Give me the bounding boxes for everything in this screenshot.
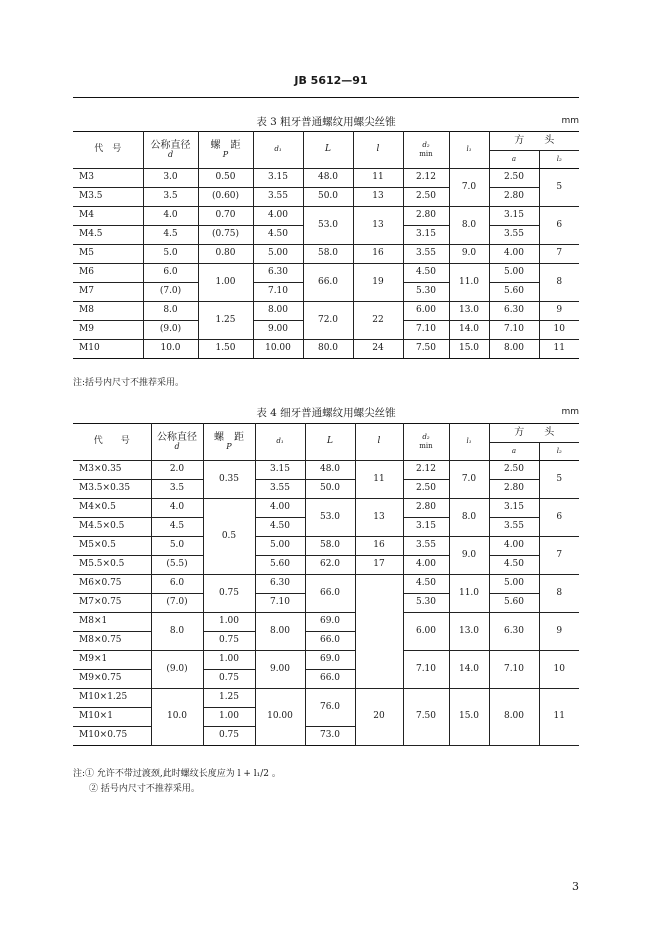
cell-l2: 11 (539, 340, 579, 359)
table4-note-1: 注:① 允许不带过渡颈,此时螺纹长度应为 l + l₁/2 。 (73, 769, 281, 779)
cell-d1: 3.15 (253, 169, 303, 188)
cell-code: M7×0.75 (73, 594, 151, 613)
cell-code: M5.5×0.5 (73, 556, 151, 575)
t3-h-a: a (489, 151, 539, 169)
t4-h-code: 代 号 (73, 424, 151, 461)
cell-d2: 5.30 (403, 283, 449, 302)
cell-l2: 5 (539, 169, 579, 207)
cell-d1: 4.00 (255, 499, 305, 518)
cell-l2: 9 (539, 613, 579, 651)
cell-l: 17 (355, 556, 403, 575)
table-row (73, 340, 579, 359)
cell-code: M8×1 (73, 613, 151, 632)
cell-p: 0.75 (203, 632, 255, 651)
table-row (73, 169, 579, 188)
cell-d1: 10.00 (255, 689, 305, 746)
cell-code: M10×1 (73, 708, 151, 727)
cell-l: 11 (353, 169, 403, 188)
cell-d1: 4.50 (253, 226, 303, 245)
cell-code: M10 (73, 340, 143, 359)
table-row (73, 537, 579, 556)
table-row (73, 575, 579, 594)
cell-a: 4.00 (489, 245, 539, 264)
cell-p: (0.60) (198, 188, 253, 207)
table4-unit: mm (561, 407, 579, 417)
cell-code: M8×0.75 (73, 632, 151, 651)
cell-d1: 6.30 (255, 575, 305, 594)
cell-a: 5.00 (489, 264, 539, 283)
t3-h-code: 代 号 (73, 132, 143, 169)
cell-p: 1.00 (203, 613, 255, 632)
cell-a: 2.50 (489, 169, 539, 188)
cell-L: 48.0 (303, 169, 353, 188)
cell-a: 5.60 (489, 594, 539, 613)
cell-L: 76.0 (305, 689, 355, 727)
cell-d: 10.0 (151, 689, 203, 746)
cell-p: 0.75 (203, 670, 255, 689)
cell-code: M4×0.5 (73, 499, 151, 518)
cell-L: 62.0 (305, 556, 355, 575)
cell-d2: 2.12 (403, 461, 449, 480)
table4-caption: 表 4 细牙普通螺纹用螺尖丝锥 (256, 407, 396, 419)
t3-h-d2: d₂ min (403, 132, 449, 169)
table-row (73, 188, 579, 207)
cell-l: 16 (353, 245, 403, 264)
cell-l: 13 (353, 188, 403, 207)
cell-d2: 7.50 (403, 689, 449, 746)
cell-d2: 3.55 (403, 537, 449, 556)
cell-d: 6.0 (143, 264, 198, 283)
cell-d: 10.0 (143, 340, 198, 359)
t4-h-d2: d₂ min (403, 424, 449, 461)
t4-h-square: 方 头 (489, 424, 579, 443)
cell-d2: 3.15 (403, 518, 449, 537)
cell-a: 7.10 (489, 651, 539, 689)
cell-p: 0.5 (203, 499, 255, 575)
cell-d2: 3.15 (403, 226, 449, 245)
cell-d1: 8.00 (253, 302, 303, 321)
t4-h-L: L (305, 424, 355, 461)
cell-code: M6×0.75 (73, 575, 151, 594)
cell-d2: 4.50 (403, 264, 449, 283)
cell-l2: 10 (539, 651, 579, 689)
cell-d: 3.5 (143, 188, 198, 207)
table3 (73, 131, 579, 359)
cell-d2: 4.00 (403, 556, 449, 575)
cell-l2: 7 (539, 537, 579, 575)
cell-p: 1.00 (203, 651, 255, 670)
cell-a: 3.55 (489, 226, 539, 245)
cell-l: 22 (353, 302, 403, 340)
cell-L: 69.0 (305, 651, 355, 670)
cell-l: 13 (353, 207, 403, 245)
cell-l1: 7.0 (449, 169, 489, 207)
t3-h-l: l (353, 132, 403, 169)
cell-d: 5.0 (143, 245, 198, 264)
cell-d1: 3.55 (253, 188, 303, 207)
cell-code: M9×0.75 (73, 670, 151, 689)
table-row (73, 245, 579, 264)
cell-d: 4.5 (151, 518, 203, 537)
cell-L: 66.0 (305, 575, 355, 613)
cell-L: 58.0 (305, 537, 355, 556)
cell-d2: 2.50 (403, 480, 449, 499)
cell-l1: 15.0 (449, 689, 489, 746)
cell-d: (5.5) (151, 556, 203, 575)
table-row (73, 461, 579, 480)
cell-code: M3×0.35 (73, 461, 151, 480)
table4 (73, 423, 579, 746)
table3-body (73, 169, 579, 359)
cell-p: 0.75 (203, 727, 255, 746)
cell-code: M10×0.75 (73, 727, 151, 746)
page-number: 3 (572, 880, 579, 893)
cell-d2: 6.00 (403, 613, 449, 651)
cell-L: 66.0 (305, 632, 355, 651)
t4-h-l2: l₂ (539, 443, 579, 461)
cell-L: 48.0 (305, 461, 355, 480)
cell-d2: 5.30 (403, 594, 449, 613)
cell-a: 3.15 (489, 499, 539, 518)
cell-d1: 5.00 (253, 245, 303, 264)
table-row (73, 480, 579, 499)
cell-l: 24 (353, 340, 403, 359)
t4-h-d1: d₁ (255, 424, 305, 461)
cell-L: 66.0 (305, 670, 355, 689)
cell-d1: 9.00 (255, 651, 305, 689)
t3-h-d1: d₁ (253, 132, 303, 169)
cell-d: 4.0 (151, 499, 203, 518)
cell-a: 2.80 (489, 188, 539, 207)
cell-d: 4.0 (143, 207, 198, 226)
cell-l1: 14.0 (449, 651, 489, 689)
cell-p: 1.00 (203, 708, 255, 727)
table4-note-2: ② 括号内尺寸不推荐采用。 (89, 784, 200, 794)
cell-l1: 11.0 (449, 264, 489, 302)
cell-p: 0.50 (198, 169, 253, 188)
cell-d1: 3.55 (255, 480, 305, 499)
cell-code: M4 (73, 207, 143, 226)
cell-l2: 7 (539, 245, 579, 264)
cell-code: M3 (73, 169, 143, 188)
cell-a: 3.55 (489, 518, 539, 537)
t3-h-square: 方 头 (489, 132, 579, 151)
cell-d1: 8.00 (255, 613, 305, 651)
cell-d: 4.5 (143, 226, 198, 245)
cell-l2: 8 (539, 575, 579, 613)
cell-d: 5.0 (151, 537, 203, 556)
cell-p: 0.70 (198, 207, 253, 226)
cell-d2: 6.00 (403, 302, 449, 321)
cell-L: 80.0 (303, 340, 353, 359)
cell-l2: 10 (539, 321, 579, 340)
t4-h-l: l (355, 424, 403, 461)
cell-l: 20 (355, 689, 403, 746)
cell-d: (7.0) (143, 283, 198, 302)
cell-a: 2.50 (489, 461, 539, 480)
cell-d2: 2.12 (403, 169, 449, 188)
cell-d: 8.0 (143, 302, 198, 321)
cell-l1: 9.0 (449, 537, 489, 575)
cell-d2: 7.10 (403, 321, 449, 340)
cell-L: 50.0 (305, 480, 355, 499)
cell-a: 6.30 (489, 302, 539, 321)
cell-a: 6.30 (489, 613, 539, 651)
cell-d2: 2.50 (403, 188, 449, 207)
cell-l2: 9 (539, 302, 579, 321)
cell-d1: 4.00 (253, 207, 303, 226)
cell-code: M8 (73, 302, 143, 321)
table-row (73, 302, 579, 321)
table-row (73, 499, 579, 518)
cell-l2: 11 (539, 689, 579, 746)
table3-caption: 表 3 粗牙普通螺纹用螺尖丝锥 (256, 116, 396, 128)
cell-l1: 8.0 (449, 499, 489, 537)
cell-d1: 7.10 (253, 283, 303, 302)
cell-p: 1.25 (198, 302, 253, 340)
cell-L: 73.0 (305, 727, 355, 746)
cell-code: M4.5×0.5 (73, 518, 151, 537)
cell-l (355, 575, 403, 689)
cell-a: 4.00 (489, 537, 539, 556)
cell-code: M3.5 (73, 188, 143, 207)
cell-p: (0.75) (198, 226, 253, 245)
cell-l2: 8 (539, 264, 579, 302)
cell-code: M10×1.25 (73, 689, 151, 708)
cell-d: 8.0 (151, 613, 203, 651)
cell-l1: 7.0 (449, 461, 489, 499)
cell-l1: 9.0 (449, 245, 489, 264)
cell-l2: 6 (539, 207, 579, 245)
cell-L: 58.0 (303, 245, 353, 264)
cell-d1: 4.50 (255, 518, 305, 537)
cell-l1: 13.0 (449, 302, 489, 321)
cell-L: 53.0 (305, 499, 355, 537)
cell-d: 2.0 (151, 461, 203, 480)
cell-a: 7.10 (489, 321, 539, 340)
cell-a: 2.80 (489, 480, 539, 499)
cell-code: M3.5×0.35 (73, 480, 151, 499)
cell-code: M9×1 (73, 651, 151, 670)
t4-h-a: a (489, 443, 539, 461)
header-rule (73, 97, 579, 98)
t3-h-L: L (303, 132, 353, 169)
cell-d1: 3.15 (255, 461, 305, 480)
cell-d1: 10.00 (253, 340, 303, 359)
cell-a: 8.00 (489, 340, 539, 359)
cell-d1: 6.30 (253, 264, 303, 283)
cell-d: 3.5 (151, 480, 203, 499)
cell-l1: 14.0 (449, 321, 489, 340)
cell-d: 6.0 (151, 575, 203, 594)
cell-d1: 5.60 (255, 556, 305, 575)
table-row (73, 207, 579, 226)
cell-d: (9.0) (143, 321, 198, 340)
cell-l: 11 (355, 461, 403, 499)
cell-a: 3.15 (489, 207, 539, 226)
table4-body (73, 461, 579, 746)
cell-l: 16 (355, 537, 403, 556)
cell-l1: 13.0 (449, 613, 489, 651)
table-row (73, 689, 579, 708)
cell-l2: 5 (539, 461, 579, 499)
cell-code: M6 (73, 264, 143, 283)
cell-l1: 11.0 (449, 575, 489, 613)
table3-unit: mm (561, 116, 579, 126)
cell-L: 66.0 (303, 264, 353, 302)
table3-note: 注:括号内尺寸不推荐采用。 (73, 378, 185, 388)
cell-p: 1.25 (203, 689, 255, 708)
table-row (73, 613, 579, 632)
cell-p: 0.35 (203, 461, 255, 499)
t3-h-d: 公称直径 d (143, 132, 198, 169)
t3-h-l1: l₁ (449, 132, 489, 169)
cell-a: 5.60 (489, 283, 539, 302)
cell-a: 4.50 (489, 556, 539, 575)
cell-p: 1.00 (198, 264, 253, 302)
t3-h-p: 螺 距 P (198, 132, 253, 169)
cell-p: 1.50 (198, 340, 253, 359)
cell-code: M5 (73, 245, 143, 264)
cell-code: M9 (73, 321, 143, 340)
cell-d: 3.0 (143, 169, 198, 188)
t3-h-l2: l₂ (539, 151, 579, 169)
cell-L: 69.0 (305, 613, 355, 632)
cell-L: 50.0 (303, 188, 353, 207)
cell-l1: 8.0 (449, 207, 489, 245)
cell-d1: 7.10 (255, 594, 305, 613)
cell-code: M7 (73, 283, 143, 302)
cell-code: M5×0.5 (73, 537, 151, 556)
cell-d2: 7.50 (403, 340, 449, 359)
cell-d1: 9.00 (253, 321, 303, 340)
cell-l: 13 (355, 499, 403, 537)
cell-l1: 15.0 (449, 340, 489, 359)
table-row (73, 556, 579, 575)
cell-a: 5.00 (489, 575, 539, 594)
table-row (73, 651, 579, 670)
cell-p: 0.75 (203, 575, 255, 613)
cell-d2: 4.50 (403, 575, 449, 594)
cell-d2: 7.10 (403, 651, 449, 689)
cell-l: 19 (353, 264, 403, 302)
cell-l2: 6 (539, 499, 579, 537)
page-header: JB 5612—91 (294, 74, 368, 87)
t4-h-p: 螺 距 P (203, 424, 255, 461)
cell-d1: 5.00 (255, 537, 305, 556)
t4-h-l1: l₁ (449, 424, 489, 461)
table-row (73, 264, 579, 283)
cell-L: 53.0 (303, 207, 353, 245)
cell-a: 8.00 (489, 689, 539, 746)
t4-h-d: 公称直径 d (151, 424, 203, 461)
cell-d2: 3.55 (403, 245, 449, 264)
cell-d2: 2.80 (403, 207, 449, 226)
cell-d: (7.0) (151, 594, 203, 613)
cell-code: M4.5 (73, 226, 143, 245)
cell-L: 72.0 (303, 302, 353, 340)
cell-d: (9.0) (151, 651, 203, 689)
cell-d2: 2.80 (403, 499, 449, 518)
cell-p: 0.80 (198, 245, 253, 264)
